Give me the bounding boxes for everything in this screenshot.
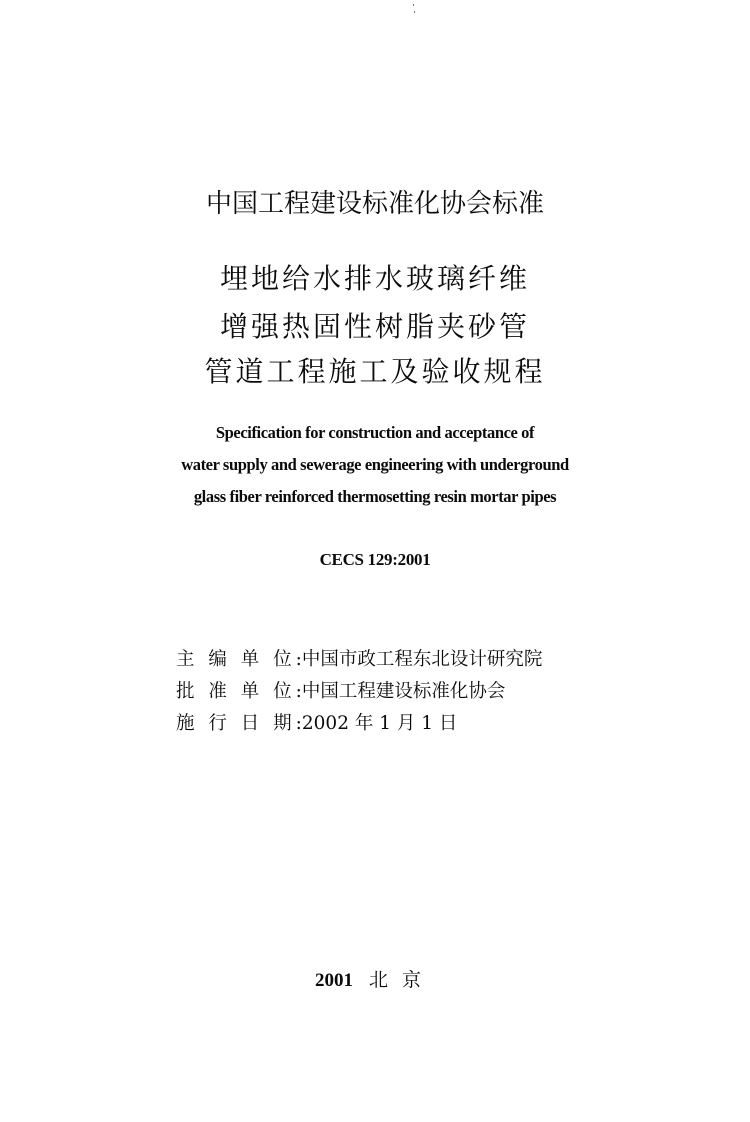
- chinese-title-line-1: 埋地给水排水玻璃纤维: [219, 262, 530, 295]
- chinese-title-line-3: 管道工程施工及验收规程: [204, 355, 546, 388]
- english-title-line-3: glass fiber reinforced thermosetting resin mortar pipes: [193, 487, 557, 506]
- scan-artifact: [414, 11, 415, 13]
- meta-colon: :: [295, 649, 302, 670]
- chief-editor-unit-row: [176, 645, 676, 671]
- publication-year: 2001: [314, 970, 353, 991]
- publication-footer: [0, 965, 750, 992]
- approval-unit-row: [176, 677, 676, 703]
- meta-value: 中国市政工程东北设计研究院: [301, 649, 543, 670]
- effective-date-row: [176, 709, 676, 735]
- meta-value: 中国工程建设标准化协会: [301, 681, 506, 702]
- meta-label: 施 行 日 期: [176, 713, 296, 734]
- english-title-line-1: Specification for construction and acceptance of: [215, 423, 535, 442]
- standard-code: CECS 129:2001: [319, 550, 431, 569]
- meta-colon: :: [295, 681, 302, 702]
- english-title-line-2: water supply and sewerage engineering with underground: [181, 455, 569, 474]
- meta-label: 批 准 单 位: [176, 681, 296, 702]
- issuing-organization-header: 中国工程建设标准化协会标准: [205, 189, 544, 219]
- chinese-title-line-2: 增强热固性树脂夹砂管: [219, 310, 530, 343]
- publication-place: 北京: [368, 969, 435, 991]
- scan-artifact: [413, 4, 414, 6]
- meta-label: 主 编 单 位: [176, 649, 296, 670]
- meta-colon: :: [295, 713, 302, 734]
- meta-value: 2002 年 1 月 1 日: [301, 713, 458, 734]
